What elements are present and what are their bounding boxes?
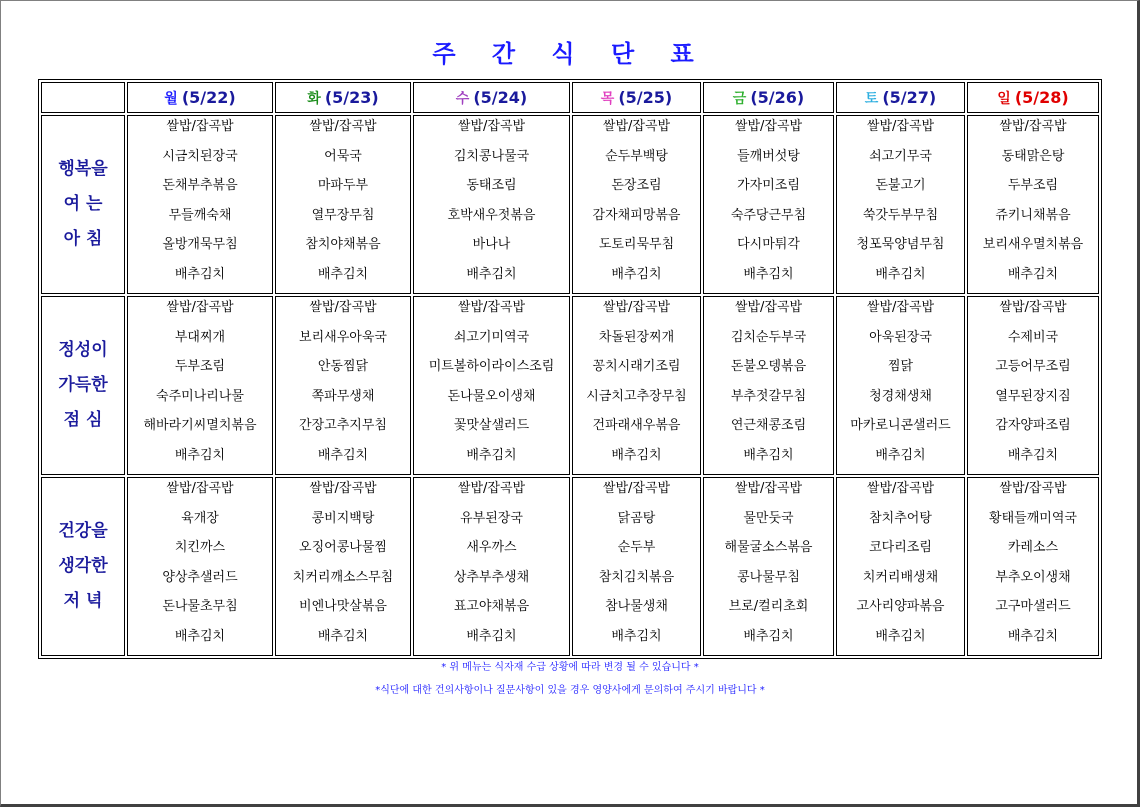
menu-item: 호박새우젓볶음: [447, 207, 536, 223]
menu-cell: [275, 477, 411, 656]
menu-item: 배추김치: [466, 628, 517, 644]
menu-item: 배추김치: [317, 266, 369, 282]
meal-label-line: 행복을: [58, 159, 108, 179]
day-header: [572, 82, 701, 113]
day-date: (5/25): [618, 87, 673, 107]
menu-cell: [127, 296, 273, 475]
menu-item: 양상추샐러드: [162, 569, 238, 585]
menu-item: 비엔나맛살볶음: [299, 599, 387, 614]
menu-item: 차돌된장찌개: [598, 329, 675, 345]
menu-item: 참치김치볶음: [598, 569, 675, 585]
notice-contact: *식단에 대한 건의사항이나 질문사항이 있을 경우 영양사에게 문의하여 주시기 바랍니다 *: [375, 685, 765, 696]
menu-item: 배추김치: [875, 266, 926, 282]
menu-item: 쌀밥/잡곡밥: [999, 119, 1067, 134]
meal-label: [41, 115, 125, 294]
menu-item: 미트볼하이라이스조림: [428, 359, 555, 374]
menu-item: 쌀밥/잡곡밥: [309, 481, 377, 496]
menu-item: 쥬키니채볶음: [995, 207, 1071, 223]
menu-item: 아욱된장국: [869, 329, 932, 345]
menu-item: 쌀밥/잡곡밥: [734, 300, 803, 315]
menu-item: 쌀밥/잡곡밥: [866, 481, 935, 496]
menu-item: 무들깨숙채: [168, 207, 232, 223]
menu-item: 청포묵양념무침: [856, 237, 945, 252]
meal-label-line: 저 녁: [63, 591, 103, 611]
menu-cell: [275, 296, 411, 475]
day-icon: 수: [455, 90, 470, 107]
menu-item: 해물굴소스볶음: [724, 540, 813, 555]
menu-item: 배추김치: [875, 447, 926, 463]
menu-item: 쌀밥/잡곡밥: [457, 300, 526, 315]
menu-item: 마파두부: [317, 178, 369, 193]
menu-item: 돈채부추볶음: [162, 178, 238, 193]
menu-item: 가자미조림: [737, 178, 800, 193]
corner-cell: [41, 82, 125, 113]
menu-item: 열무장무침: [311, 207, 375, 223]
menu-item: 쌀밥/잡곡밥: [602, 481, 671, 496]
menu-item: 배추김치: [317, 447, 369, 463]
menu-item: 카레소스: [1007, 540, 1059, 555]
menu-item: 배추김치: [1007, 447, 1059, 463]
menu-item: 유부된장국: [460, 510, 523, 526]
menu-cell: [413, 477, 570, 656]
menu-item: 꽃맛살샐러드: [453, 418, 530, 433]
menu-item: 배추김치: [611, 266, 662, 282]
menu-cell: [836, 296, 965, 475]
menu-item: 쌀밥/잡곡밥: [602, 300, 671, 315]
menu-item: 쌀밥/잡곡밥: [734, 481, 803, 496]
day-date: (5/24): [473, 87, 528, 107]
menu-item: 돈불오뎅볶음: [730, 359, 807, 374]
menu-item: 배추김치: [743, 266, 794, 282]
menu-cell: [836, 477, 965, 656]
meal-label-line: 여 는: [63, 194, 103, 214]
menu-item: 숙주당근무침: [730, 207, 807, 223]
menu-cell: [275, 115, 411, 294]
menu-cell: [703, 296, 834, 475]
menu-cell: [967, 115, 1099, 294]
menu-cell: [413, 115, 570, 294]
day-icon: 일: [997, 90, 1011, 107]
menu-item: 어묵국: [324, 148, 362, 164]
menu-item: 닭곰탕: [617, 510, 656, 526]
meal-row: [41, 477, 1099, 656]
menu-cell: [703, 115, 834, 294]
menu-item: 쌀밥/잡곡밥: [166, 119, 234, 134]
menu-item: 참나물생채: [605, 599, 668, 614]
menu-item: 쇠고기미역국: [453, 329, 530, 345]
menu-cell: [967, 477, 1099, 656]
day-icon: 금: [732, 90, 747, 107]
meal-label-line: 가득한: [58, 375, 108, 395]
menu-item: 배추김치: [743, 628, 794, 644]
menu-item: 고등어무조림: [995, 359, 1071, 374]
menu-item: 쌀밥/잡곡밥: [734, 119, 803, 134]
menu-item: 열무된장지짐: [995, 388, 1071, 404]
menu-item: 브로/컬리초회: [728, 599, 809, 614]
menu-item: 감자양파조림: [995, 418, 1071, 433]
menu-item: 배추김치: [1007, 266, 1059, 282]
menu-cell: [703, 477, 834, 656]
menu-item: 새우까스: [466, 540, 517, 555]
meal-row: [41, 115, 1099, 294]
day-icon: 화: [307, 90, 321, 107]
menu-cell: [836, 115, 965, 294]
menu-item: 올방개묵무침: [162, 237, 238, 252]
meal-label-line: 점 심: [63, 410, 103, 430]
day-date: (5/22): [181, 87, 236, 107]
menu-item: 황태들깨미역국: [989, 510, 1077, 526]
menu-item: 시금치된장국: [162, 148, 238, 164]
menu-item: 보리새우멸치볶음: [982, 237, 1084, 252]
menu-item: 돈장조림: [611, 178, 662, 193]
meal-row: [41, 296, 1099, 475]
menu-item: 해바라기씨멸치볶음: [143, 418, 257, 433]
menu-item: 표고야채볶음: [453, 599, 530, 614]
notice-change: * 위 메뉴는 식자재 수급 상황에 따라 변경 될 수 있습니다 *: [441, 662, 699, 673]
menu-item: 참치야채볶음: [305, 237, 381, 252]
menu-item: 돈나물초무침: [162, 599, 238, 614]
menu-item: 숙주미나리나물: [156, 388, 244, 404]
meal-label: [41, 296, 125, 475]
menu-item: 동태조림: [466, 178, 517, 193]
menu-item: 김치콩나물국: [453, 148, 530, 164]
day-header: [275, 82, 411, 113]
menu-item: 동태맑은탕: [1001, 148, 1065, 164]
menu-item: 찜닭: [887, 359, 914, 374]
menu-item: 쌀밥/잡곡밥: [602, 119, 671, 134]
menu-item: 쌀밥/잡곡밥: [309, 300, 377, 315]
menu-item: 쌀밥/잡곡밥: [309, 119, 377, 134]
menu-item: 쌀밥/잡곡밥: [457, 119, 526, 134]
menu-item: 쌀밥/잡곡밥: [166, 300, 234, 315]
menu-item: 부추젓갈무침: [730, 388, 807, 404]
menu-cell: [413, 296, 570, 475]
menu-item: 두부조림: [174, 359, 226, 374]
menu-item: 김치순두부국: [730, 329, 807, 345]
menu-item: 상추부추생채: [453, 569, 530, 585]
menu-item: 감자채피망볶음: [592, 207, 681, 223]
page-title: 주 간 식 단 표: [432, 40, 708, 68]
menu-item: 물만둣국: [743, 510, 794, 526]
menu-item: 순두부백탕: [605, 148, 668, 164]
menu-item: 도토리묵무침: [598, 237, 675, 252]
menu-item: 시금치고추장무침: [586, 388, 687, 404]
day-icon: 월: [164, 90, 178, 107]
menu-cell: [572, 296, 701, 475]
menu-cell: [572, 115, 701, 294]
menu-item: 건파래새우볶음: [592, 418, 681, 433]
menu-item: 배추김치: [1007, 628, 1059, 644]
menu-item: 부추오이생채: [995, 569, 1071, 585]
menu-item: 쌀밥/잡곡밥: [866, 119, 935, 134]
day-date: (5/28): [1014, 87, 1069, 107]
menu-item: 배추김치: [317, 628, 369, 644]
menu-item: 치커리깨소스무침: [292, 569, 394, 585]
menu-cell: [127, 477, 273, 656]
menu-item: 고구마샐러드: [995, 599, 1071, 614]
header-row: [41, 82, 1099, 113]
menu-item: 청경채생채: [869, 388, 932, 404]
menu-item: 순두부: [617, 540, 656, 555]
meal-label-line: 생각한: [58, 556, 108, 576]
menu-item: 배추김치: [743, 447, 794, 463]
day-date: (5/27): [882, 87, 937, 107]
menu-item: 꽁치시래기조림: [592, 359, 681, 374]
menu-cell: [127, 115, 273, 294]
menu-item: 오징어콩나물찜: [299, 540, 387, 555]
weekly-menu-table: [38, 79, 1102, 659]
day-header: [836, 82, 965, 113]
menu-item: 배추김치: [174, 266, 226, 282]
menu-item: 다시마튀각: [737, 237, 800, 252]
menu-item: 쌀밥/잡곡밥: [999, 300, 1067, 315]
meal-label-line: 정성이: [58, 340, 108, 360]
menu-item: 배추김치: [875, 628, 926, 644]
day-header: [127, 82, 273, 113]
menu-item: 수제비국: [1007, 329, 1059, 345]
menu-item: 치커리배생채: [862, 569, 939, 585]
menu-item: 쌀밥/잡곡밥: [166, 481, 234, 496]
menu-item: 배추김치: [174, 628, 226, 644]
menu-item: 두부조림: [1007, 178, 1059, 193]
menu-item: 참치추어탕: [869, 510, 932, 526]
day-icon: 토: [864, 90, 879, 107]
menu-item: 콩비지백탕: [311, 510, 375, 526]
day-header: [413, 82, 570, 113]
menu-item: 부대찌개: [174, 329, 226, 345]
meal-label-line: 건강을: [58, 521, 108, 541]
day-header: [703, 82, 834, 113]
menu-item: 보리새우아욱국: [299, 329, 387, 345]
menu-item: 쇠고기무국: [869, 148, 932, 164]
day-header: [967, 82, 1099, 113]
menu-cell: [572, 477, 701, 656]
menu-item: 쌀밥/잡곡밥: [457, 481, 526, 496]
menu-item: 배추김치: [466, 266, 517, 282]
day-date: (5/23): [324, 87, 379, 107]
menu-item: 쑥갓두부무침: [862, 207, 939, 223]
menu-item: 치킨까스: [174, 540, 226, 555]
menu-item: 돈나물오이생채: [447, 388, 536, 404]
day-icon: 목: [600, 90, 615, 107]
menu-item: 마카로니콘샐러드: [850, 418, 951, 433]
menu-item: 쪽파무생채: [311, 388, 375, 404]
menu-item: 바나나: [472, 237, 511, 252]
menu-item: 쌀밥/잡곡밥: [999, 481, 1067, 496]
menu-item: 배추김치: [611, 628, 662, 644]
meal-label: [41, 477, 125, 656]
menu-item: 돈불고기: [875, 178, 926, 193]
meal-label-line: 아 침: [63, 229, 103, 249]
menu-item: 코다리조림: [869, 540, 932, 555]
menu-item: 간장고추지무침: [299, 418, 387, 433]
menu-item: 연근채콩조림: [730, 418, 807, 433]
day-date: (5/26): [750, 87, 805, 107]
menu-cell: [967, 296, 1099, 475]
menu-item: 고사리양파볶음: [856, 599, 945, 614]
menu-item: 콩나물무침: [737, 569, 800, 585]
menu-item: 안동찜닭: [317, 359, 369, 374]
menu-item: 육개장: [181, 510, 219, 526]
menu-item: 배추김치: [466, 447, 517, 463]
menu-item: 배추김치: [611, 447, 662, 463]
menu-item: 배추김치: [174, 447, 226, 463]
menu-item: 들깨버섯탕: [737, 148, 800, 164]
menu-item: 쌀밥/잡곡밥: [866, 300, 935, 315]
